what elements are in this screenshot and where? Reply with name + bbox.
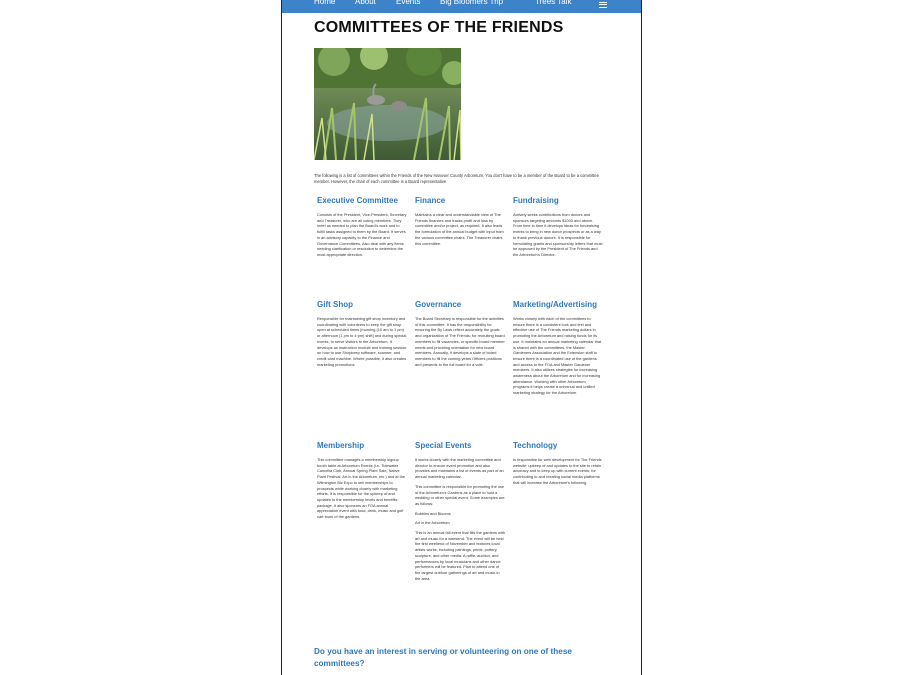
special-events-item-art: Art in the Arboretum (415, 520, 450, 526)
page-frame (281, 0, 642, 675)
special-events-text (415, 457, 505, 585)
special-events-paragraph-3: This is an annual fall event that fills the gardens with art and music for a weekend. The event will be held the first weekend of November and features local artists works, including paintings, prints, pottery, sculpture, and other media. A raffle, auction, and performances by local musicians and other dance performers will be featured. Plan to attend one of the largest outdoor gatherings of art and music in the area. (415, 530, 505, 581)
nav-big-bloomers-trip-link[interactable]: Big Bloomers Trip (440, 0, 504, 6)
gift-shop-paragraph: Responsible for maintaining gift shop inventory and coordinating with volunteers to keep the gift shop open at scheduled times [morning (10 am to 1 pm) or afternoon (1 pm to 4 pm) shift] and during special events, to serve visitors to the Arboretum. It develops an instruction module and training session on how to use Shopkeep software, scanner, and credit card machine. Where possible, it also creates marketing promotions. (317, 316, 407, 367)
membership-paragraph: This committee manages a membership signup booth table at Arboretum Events (i.e. Tidewater Camellia Club, Annual Spring Plant Sale, Native Plant Festival, Art in the Arboretum, etc.) and at the Wilmington Biz Expo to sell memberships to prospects while working closely with marketing efforts. It is responsible for the upkeep of and updates to the membership levels and benefits package. It also sponsors an FOA annual appreciation event with food, drink, music and golf cart tours of the gardens. (317, 457, 406, 520)
special-events-item-bubbles: Bubbles and Blooms (415, 510, 451, 516)
executive-committee-text (317, 212, 407, 262)
gift-shop-heading: Gift Shop (317, 300, 353, 309)
pond-heron-photo (314, 48, 461, 160)
nav-events-link[interactable]: Events (396, 0, 421, 6)
finance-paragraph: Maintains a clear and understandable view of The Friends finances and tracks profit and loss by committee and/or project, as required. It also leads the formulation of the annual budget with input from the various committee chairs. The Treasurer chairs this committee. (415, 212, 504, 246)
gift-shop-text (317, 316, 407, 371)
marketing-advertising-text (513, 316, 603, 400)
technology-heading: Technology (513, 441, 558, 450)
page-title: COMMITTEES OF THE FRIENDS (314, 19, 564, 36)
nav-about-link[interactable]: About (355, 0, 376, 6)
intro-paragraph: The following is a list of committees within the Friends of the New Hanover County Arboretum. You don't have to be a member of the Board to be a committee member. However, the chair of each committee is a Board representative. (314, 173, 599, 184)
fundraising-heading: Fundraising (513, 196, 559, 205)
volunteer-question-heading: Do you have an interest in serving or volunteering on one of these committees? (314, 647, 572, 668)
technology-text (513, 457, 603, 490)
marketing-advertising-heading: Marketing/Advertising (513, 300, 598, 309)
marketing-advertising-paragraph: Works closely with each of the committees to ensure there is a consistent look and feel and effective use of The Friends marketing dollars in promoting the Arboretum and raising funds for its use. It maintains an annual marketing calendar that is shared with the committees, the Master Gardeners Association and the Extension staff to ensure there is a coordinated use of the gardens and access to the FOA and Master Gardener members. It also utilizes strategies for increasing awareness about the Arboretum and for increasing attendance. Working with other Arboretum programs it helps create a universal and unified marketing strategy for the Arboretum. (513, 316, 602, 396)
hamburger-menu-icon[interactable] (599, 0, 607, 8)
top-navigation (282, 0, 641, 13)
fundraising-text (513, 212, 603, 262)
governance-paragraph: The Board Secretary is responsible for the activities of this committee. It has the responsibility for ensuring the By Laws reflect accurately the goals and organization of The Friends; for recruiting board members to fill vacancies, or specific board member needs and providing orientation for new board members. Annually, it develops a slate of board members to fill the coming years Officers positions and presents to the full board for a vote. (415, 316, 505, 367)
fundraising-paragraph: Actively seeks contributions from donors and sponsors targeting amounts $1000 and above. From time to time it develops ideas for fundraising events to bring in new donor prospects or as a way to thank previous donors. It is responsible for formulating grants and sponsorship letters that must be approved by the President of The Friends and the Arboretum's Director. (513, 212, 603, 257)
executive-committee-heading: Executive Committee (317, 196, 398, 205)
special-events-heading: Special Events (415, 441, 472, 450)
technology-paragraph: Is responsible for web development for The Friends website; upkeep of and updates to the site to retain accuracy and to keep up with current events; for contributing to and creating social media platforms that will increase the Arboretum's following. (513, 457, 602, 485)
special-events-paragraph-2: This committee is responsible for promoting the use of the Arboretum's Gardens as a place to hold a wedding or other special event. Some examples are as follows: (415, 483, 505, 506)
nav-trees-talk-link[interactable]: Trees Talk (535, 0, 572, 6)
membership-text (317, 457, 407, 524)
membership-heading: Membership (317, 441, 365, 450)
governance-heading: Governance (415, 300, 462, 309)
nav-home-link[interactable]: Home (314, 0, 336, 6)
special-events-paragraph-1: It works closely with the marketing committee and director to ensure event promotion and also provides and maintains a list of events as part of an annual marketing calendar. (415, 457, 504, 480)
finance-text (415, 212, 505, 250)
finance-heading: Finance (415, 196, 446, 205)
executive-committee-paragraph: Consists of the President, Vice-President, Secretary and Treasurer, who are all voting members. They meet as needed to plan the Board's work and to fulfill tasks assigned to them by the Board. It serves in an advisory capacity to the Finance and Governance Committees. Also deal with any items needing clarification or resolution to determine the most appropriate direction. (317, 212, 407, 257)
governance-text (415, 316, 505, 371)
